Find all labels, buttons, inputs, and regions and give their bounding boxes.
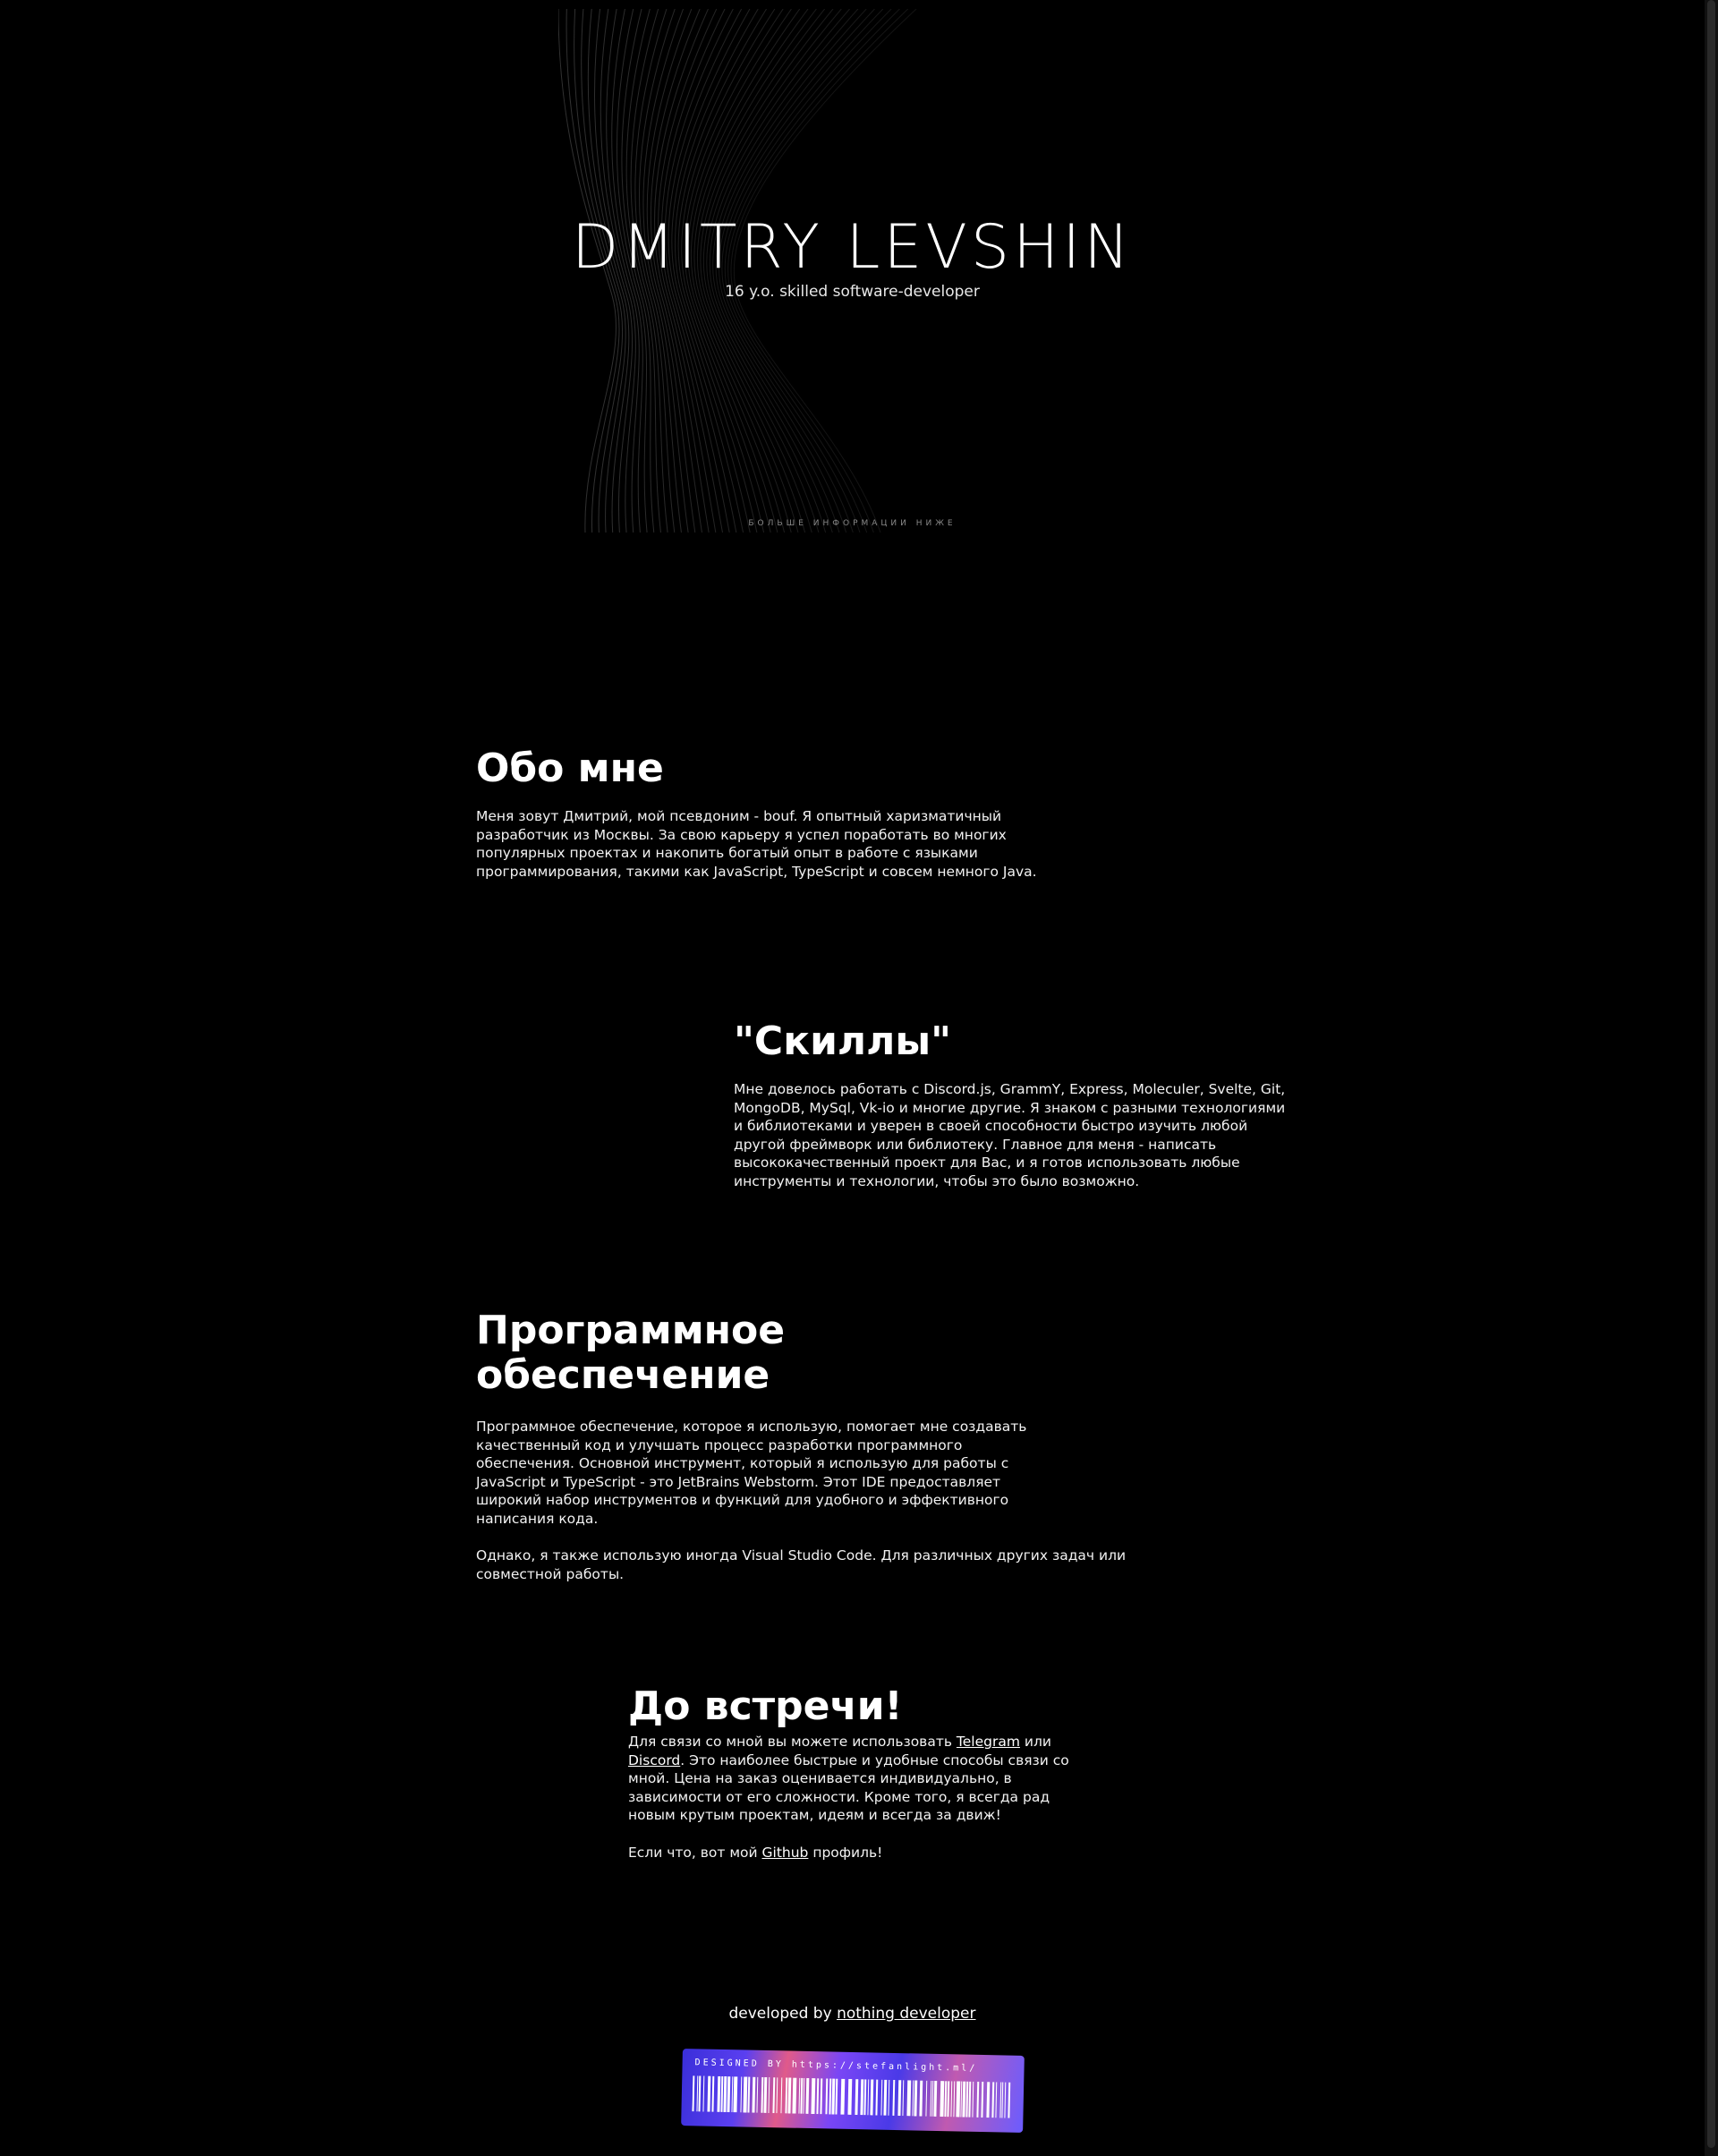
contact-text	[628, 1733, 1076, 1825]
barcode-bar	[888, 2080, 889, 2116]
goodbye-section	[628, 1684, 1076, 1862]
software-heading: Программное обеспечение	[476, 1308, 786, 1398]
about-heading: Обо мне	[476, 746, 664, 791]
github-link[interactable]: Github	[761, 1844, 809, 1861]
barcode-bar	[740, 2076, 742, 2112]
hero-subtitle: 16 y.o. skilled software-developer	[725, 283, 980, 301]
barcode-bar	[919, 2081, 923, 2117]
software-text-main: Программное обеспечение, которое я использую, помогает мне создавать качественный код и улучшать процесс разработки программного обеспечения. Основной инструмент, который я использую для работы с JavaScript и TypeScript - это JetBrains Webstorm. Этот IDE предоставляет широкий набор инструментов и функций для удобного и эффективного написания кода.	[476, 1419, 1027, 1527]
barcode-bar	[698, 2075, 701, 2111]
barcode-bar	[707, 2076, 710, 2112]
contact-text-before: Для связи со мной вы можете использовать	[628, 1734, 957, 1750]
developed-by-text	[0, 2005, 1705, 2023]
barcode-bar	[711, 2076, 714, 2112]
barcode-bar	[747, 2077, 750, 2113]
barcode-bar	[780, 2077, 782, 2113]
contact-text-after: . Это наиболее быстрые и удобные способы связи со мной. Цена на заказ оценивается индивидуально, в зависимости от его сложности. Кроме того, я всегда рад новым крутым проектам, идеям и всегда за движ!	[628, 1751, 1069, 1823]
barcode-bar	[991, 2082, 994, 2118]
software-section	[476, 1308, 1192, 1583]
barcode-bar	[825, 2078, 828, 2114]
barcode-bar	[816, 2078, 819, 2114]
barcode-bar	[720, 2076, 723, 2112]
barcode-bar	[867, 2079, 869, 2115]
barcode-graphic	[692, 2075, 1015, 2118]
hero-title: DMITRY LEVSHIN	[571, 212, 1134, 283]
barcode-bar	[835, 2079, 838, 2115]
barcode-bar	[860, 2079, 863, 2115]
barcode-bar	[981, 2082, 983, 2118]
barcode-bar	[752, 2077, 755, 2113]
barcode-bar	[696, 2075, 698, 2111]
barcode-bar	[883, 2080, 887, 2116]
barcode-bar	[950, 2081, 952, 2117]
barcode-bar	[953, 2081, 955, 2117]
skills-section	[734, 1019, 1293, 1190]
skills-text: Мне довелось работать с Discord.js, GrammY, Express, Moleculer, Svelte, Git, MongoDB, MySql, Vk-io и многие другие. Я знаком с разными технологиями и библиотеками и уверен в своей способности быстро изучить любой другой фреймворк или библиотеку. Главное для меня - написать высококачественный проект для Вас, и я готов использовать любые инструменты и технологии, чтобы это было возможно.	[734, 1081, 1286, 1189]
barcode-bar	[805, 2078, 809, 2114]
barcode-bar	[931, 2081, 933, 2117]
barcode-bar	[1008, 2083, 1010, 2118]
barcode-bar	[840, 2079, 845, 2115]
about-section	[476, 746, 1049, 881]
barcode-bar	[925, 2081, 927, 2117]
barcode-bar	[820, 2078, 822, 2114]
barcode-bar	[906, 2080, 911, 2116]
barcode-bar	[976, 2082, 979, 2118]
contact-text-or: или	[1019, 1734, 1051, 1750]
barcode-bar	[962, 2082, 965, 2118]
barcode-bar	[743, 2076, 747, 2112]
barcode-bar	[1001, 2083, 1003, 2118]
barcode-bar	[875, 2080, 878, 2116]
software-text-extra: Однако, я также использую иногда Visual Studio Code. Для различных других задач или совместной работы.	[476, 1547, 1127, 1582]
barcode-bar	[956, 2081, 960, 2117]
barcode-bar	[763, 2077, 767, 2113]
barcode-bar	[855, 2079, 858, 2115]
barcode-bar	[785, 2077, 787, 2113]
github-text-before: Если что, вот мой	[628, 1844, 762, 1861]
telegram-link[interactable]: Telegram	[956, 1734, 1020, 1750]
barcode-bar	[960, 2082, 962, 2118]
barcode-bar	[897, 2080, 901, 2116]
barcode-bar	[1004, 2083, 1006, 2118]
barcode-bar	[756, 2077, 758, 2113]
barcode-bar	[912, 2080, 914, 2116]
barcode-bar	[702, 2076, 704, 2112]
barcode-bar	[772, 2077, 775, 2113]
barcode-bar	[972, 2082, 974, 2118]
barcode-bar	[880, 2080, 882, 2116]
barcode-bar	[940, 2081, 944, 2117]
barcode-bar	[930, 2081, 931, 2117]
discord-link[interactable]: Discord	[628, 1751, 681, 1768]
barcode-bar	[829, 2078, 831, 2114]
barcode-bar	[933, 2081, 937, 2117]
barcode-bar	[965, 2082, 968, 2118]
barcode-bar	[892, 2080, 895, 2116]
barcode-bar	[776, 2077, 778, 2113]
barcode-bar	[968, 2082, 971, 2118]
barcode-bar	[995, 2082, 997, 2118]
barcode-bar	[914, 2080, 917, 2116]
barcode-bar	[727, 2076, 730, 2112]
barcode-bar	[768, 2077, 770, 2113]
barcode-bar	[733, 2076, 737, 2112]
developed-by-label: developed by	[728, 2005, 838, 2023]
scrollbar[interactable]	[1705, 0, 1718, 2156]
barcode-bar	[999, 2082, 1001, 2118]
badge-text: DESIGNED BY https://stefanlight.ml/	[694, 2058, 978, 2074]
github-text	[628, 1844, 1076, 1862]
scroll-hint[interactable]: БОЛЬШЕ ИНФОРМАЦИИ НИЖЕ	[748, 519, 957, 528]
barcode-bar	[947, 2081, 949, 2117]
barcode-bar	[803, 2078, 804, 2114]
barcode-bar	[986, 2082, 990, 2118]
barcode-bar	[811, 2078, 815, 2114]
barcode-bar	[723, 2076, 727, 2112]
developer-link[interactable]: nothing developer	[837, 2005, 976, 2023]
goodbye-heading: До встречи!	[628, 1683, 903, 1729]
barcode-bar	[831, 2079, 835, 2115]
skills-heading: "Скиллы"	[734, 1018, 952, 1064]
barcode-bar	[787, 2077, 791, 2113]
barcode-bar	[792, 2078, 796, 2114]
barcode-bar	[761, 2077, 763, 2113]
barcode-bar	[863, 2079, 866, 2115]
github-text-after: профиль!	[808, 1844, 883, 1861]
barcode-bar	[847, 2079, 852, 2115]
barcode-bar	[717, 2076, 720, 2112]
barcode-bar	[902, 2080, 904, 2116]
barcode-bar	[731, 2076, 733, 2112]
designer-badge[interactable]	[681, 2049, 1025, 2133]
about-text: Меня зовут Дмитрий, мой псевдоним - bouf. Я опытный харизматичный разработчик из Москвы. За свою карьеру я успел поработать во многих популярных проектах и накопить богатый опыт в работе с языками программирования, такими как JavaScript, TypeScript и совсем немного Java.	[476, 808, 1037, 880]
barcode-bar	[800, 2078, 803, 2114]
barcode-bar	[798, 2078, 800, 2114]
barcode-bar	[870, 2079, 873, 2115]
scrollbar-thumb[interactable]	[1707, 0, 1715, 2148]
barcode-bar	[692, 2075, 694, 2111]
barcode-bar	[944, 2081, 947, 2117]
